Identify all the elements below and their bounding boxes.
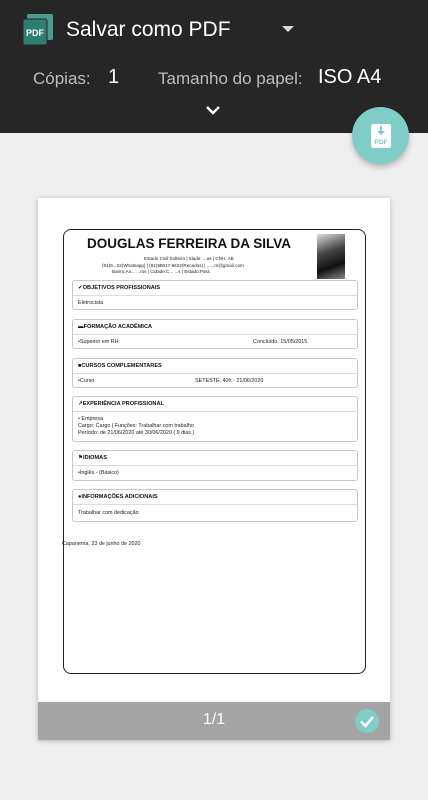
section-additional-info — [72, 489, 358, 522]
section-line: Período: de 21/06/2020 até 30/06/2020 ( 9 dias ) — [78, 430, 195, 436]
page-count: 1/1 — [202, 711, 226, 728]
section-line: •Curso — [78, 378, 95, 384]
section-experience — [72, 396, 358, 442]
section-title: ■CURSOS COMPLEMENTARES — [78, 363, 162, 369]
resume-document — [63, 229, 366, 674]
pdf-icon-text: PDF — [26, 28, 44, 38]
section-objectives — [72, 280, 358, 310]
section-education — [72, 319, 358, 349]
section-detail: Concluído, 15/05/2015 — [253, 339, 308, 345]
pdf-file-icon — [21, 13, 55, 47]
document-footer: Capanema, 23 de junho de 2020 — [62, 541, 141, 547]
section-detail: SETESTE, 40h - 21/06/2020 — [195, 378, 264, 384]
contact-line: (91)9...22(Whatsapp) | (91)98817-9622(Recados) | ......m@gmail.com — [102, 263, 244, 268]
resume-name: DOUGLAS FERREIRA DA SILVA — [86, 236, 291, 251]
section-languages — [72, 450, 358, 481]
paper-size-value[interactable]: ISO A4 — [318, 66, 382, 88]
section-line: •Superior em RH — [78, 339, 119, 345]
contact-line: Bairro:An... ...ros | Cidade:C... ...s | Estado:Pará — [112, 269, 210, 274]
section-title: ●INFORMAÇÕES ADICIONAIS — [78, 494, 158, 500]
section-line: Trabalhar com dedicação — [78, 510, 139, 516]
section-line: Cargo: Cargo | Funções: Trabalhar com trabalho — [78, 423, 194, 429]
page-preview-footer — [38, 702, 390, 740]
page-preview[interactable] — [38, 198, 390, 740]
download-pdf-icon — [369, 123, 393, 149]
expand-chevron-icon[interactable] — [203, 104, 223, 118]
section-title: ▬FORMAÇÃO ACADÊMICA — [78, 324, 153, 330]
section-line: • Empresa — [78, 416, 103, 422]
fab-label: PDF — [374, 139, 388, 146]
destination-selector[interactable]: Salvar como PDF — [66, 18, 231, 41]
paper-size-label: Tamanho do papel: — [158, 69, 303, 88]
contact-line: Estado Civil:Solteiro | Idade: ...os | CNH: AB — [144, 256, 234, 261]
copies-label: Cópias: — [33, 69, 91, 88]
section-title: ✔OBJETIVOS PROFISSIONAIS — [78, 285, 161, 291]
section-line: •Inglês - (Básico) — [78, 470, 119, 476]
section-title: ↗EXPERIÊNCIA PROFISSIONAL — [78, 401, 164, 407]
save-pdf-button[interactable] — [352, 107, 409, 164]
section-title: ⚑IDIOMAS — [78, 455, 107, 461]
section-courses — [72, 358, 358, 388]
copies-value[interactable]: 1 — [108, 66, 120, 88]
page-selected-check-icon[interactable] — [354, 708, 380, 734]
section-line: Eletrocista — [78, 300, 104, 306]
profile-photo — [317, 234, 345, 279]
dropdown-caret-icon[interactable] — [282, 26, 294, 32]
